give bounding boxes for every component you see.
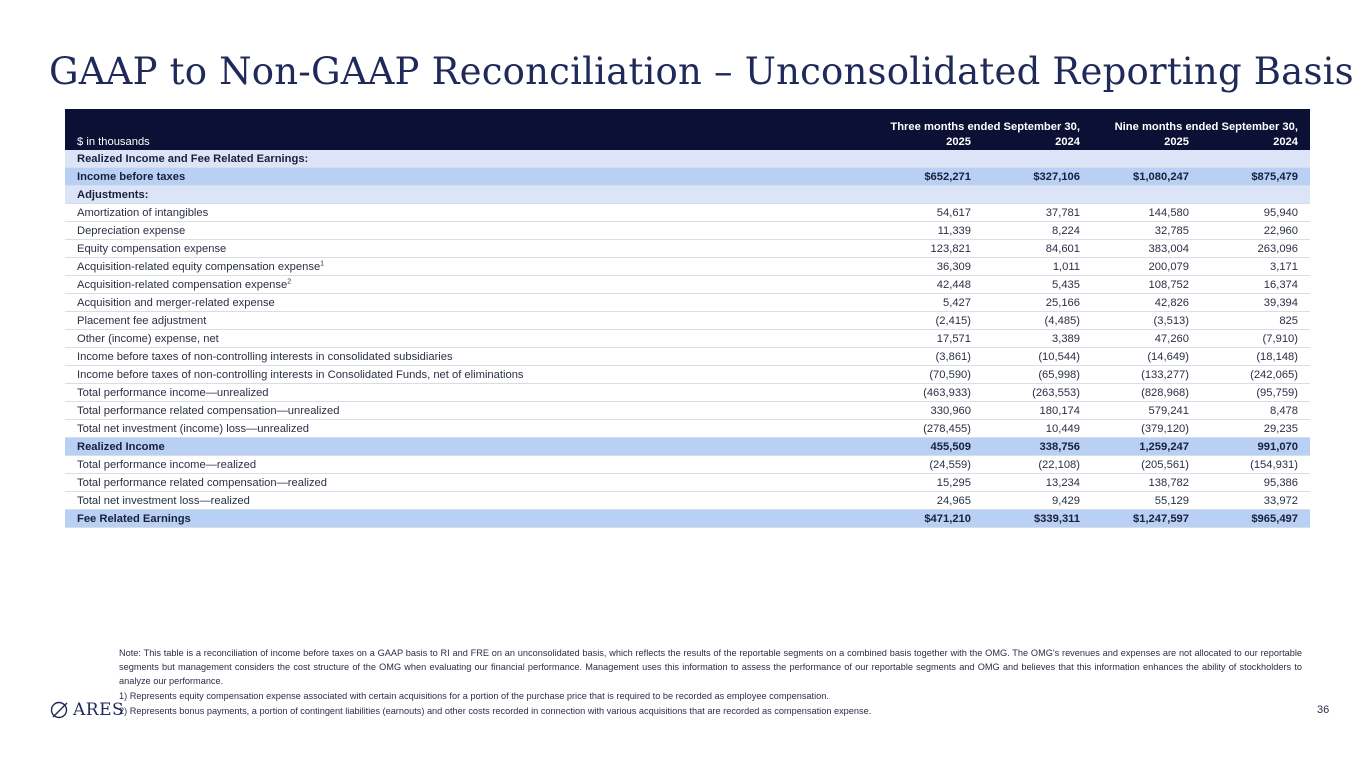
page-title: GAAP to Non-GAAP Reconciliation – Unconsolidated Reporting Basis [49, 50, 1354, 93]
row-label-text: Total performance income—unrealized [77, 386, 269, 399]
cell-value: 39,394 [1201, 294, 1310, 312]
cell-value: 36,309 [874, 258, 983, 276]
table-row [65, 168, 1310, 186]
cell-value: (7,910) [1201, 330, 1310, 348]
table-row [65, 510, 1310, 528]
row-label [65, 186, 874, 204]
table-row [65, 474, 1310, 492]
cell-value: 25,166 [983, 294, 1092, 312]
cell-value: (95,759) [1201, 384, 1310, 402]
row-label [65, 366, 874, 384]
cell-value: 33,972 [1201, 492, 1310, 510]
row-label [65, 492, 874, 510]
footnote-marker: 2 [287, 277, 292, 285]
cell-value: 455,509 [874, 438, 983, 456]
cell-value: 180,174 [983, 402, 1092, 420]
cell-value: (3,513) [1092, 312, 1201, 330]
cell-value: 54,617 [874, 204, 983, 222]
table-body [65, 150, 1310, 528]
cell-value: $1,080,247 [1092, 168, 1201, 186]
cell-value: (463,933) [874, 384, 983, 402]
cell-value: (65,998) [983, 366, 1092, 384]
cell-value: (70,590) [874, 366, 983, 384]
ares-mark-icon [50, 701, 70, 719]
cell-value: 123,821 [874, 240, 983, 258]
footnote-1: 1) Represents equity compensation expense associated with certain acquisitions for a portion of the purchase price that is required to be recorded as employee compensation. [119, 691, 829, 701]
row-label-text: Income before taxes [77, 170, 186, 183]
row-label [65, 312, 874, 330]
page-number: 36 [1317, 704, 1330, 716]
cell-value: 338,756 [983, 438, 1092, 456]
row-label-text: Realized Income [77, 440, 165, 453]
cell-value: (22,108) [983, 456, 1092, 474]
cell-value: 17,571 [874, 330, 983, 348]
row-label [65, 510, 874, 528]
cell-value [874, 150, 983, 168]
cell-value: 3,171 [1201, 258, 1310, 276]
table-row [65, 294, 1310, 312]
table-row [65, 186, 1310, 204]
row-label [65, 474, 874, 492]
row-label-text: Depreciation expense [77, 224, 186, 237]
cell-value: 3,389 [983, 330, 1092, 348]
cell-value: (18,148) [1201, 348, 1310, 366]
cell-value: (14,649) [1092, 348, 1201, 366]
table-row [65, 420, 1310, 438]
cell-value: $652,271 [874, 168, 983, 186]
cell-value [983, 186, 1092, 204]
year-header: 2024 [1201, 133, 1310, 150]
cell-value: (828,968) [1092, 384, 1201, 402]
row-label [65, 204, 874, 222]
cell-value: (24,559) [874, 456, 983, 474]
table-row [65, 456, 1310, 474]
cell-value: $471,210 [874, 510, 983, 528]
row-label-text: Acquisition and merger-related expense [77, 296, 275, 309]
cell-value: 330,960 [874, 402, 983, 420]
table-row [65, 222, 1310, 240]
cell-value: 37,781 [983, 204, 1092, 222]
row-label-text: Total performance income—realized [77, 458, 257, 471]
row-label [65, 438, 874, 456]
cell-value: (205,561) [1092, 456, 1201, 474]
row-label [65, 222, 874, 240]
cell-value: 200,079 [1092, 258, 1201, 276]
table-row [65, 438, 1310, 456]
row-label [65, 330, 874, 348]
row-label-text: Total net investment (income) loss—unrealized [77, 422, 309, 435]
cell-value: $327,106 [983, 168, 1092, 186]
cell-value: (133,277) [1092, 366, 1201, 384]
row-label-text: Acquisition-related compensation expense [77, 278, 288, 291]
cell-value: $1,247,597 [1092, 510, 1201, 528]
footnote-marker: 1 [320, 259, 325, 267]
cell-value: 138,782 [1092, 474, 1201, 492]
cell-value: (242,065) [1201, 366, 1310, 384]
row-label-text: Total performance related compensation—realized [77, 476, 327, 489]
cell-value [1092, 186, 1201, 204]
table-row [65, 492, 1310, 510]
row-label [65, 402, 874, 420]
year-header: 2024 [983, 133, 1092, 150]
footnote-2: 2) Represents bonus payments, a portion of contingent liabilities (earnouts) and other costs recorded in connection with various acquisitions that are recorded as compensation expense. [119, 706, 872, 716]
cell-value: 24,965 [874, 492, 983, 510]
cell-value: (4,485) [983, 312, 1092, 330]
row-label-text: Realized Income and Fee Related Earnings: [77, 152, 309, 165]
cell-value: 29,235 [1201, 420, 1310, 438]
row-label-text: Fee Related Earnings [77, 512, 191, 525]
cell-value: 10,449 [983, 420, 1092, 438]
cell-value: $965,497 [1201, 510, 1310, 528]
cell-value: 16,374 [1201, 276, 1310, 294]
year-header: 2025 [1092, 133, 1201, 150]
cell-value: 383,004 [1092, 240, 1201, 258]
row-label [65, 276, 874, 294]
table-note: Note: This table is a reconciliation of income before taxes on a GAAP basis to RI and FRE on an unconsolidated basis, which reflects the results of the reportable segments on a combined basis together with the OMG. The OMG's revenues and expenses are not allocated to our reportable segments but management considers the cost structure of the OMG when evaluating our financial performance. Management uses this information to assess the performance of our reportable segments and OMG and believes that this information enhances the ability of stockholders to analyze our performance. [119, 648, 1302, 686]
table-group-header-row [65, 109, 1310, 133]
unit-label: $ in thousands [65, 133, 874, 150]
cell-value: 991,070 [1201, 438, 1310, 456]
cell-value: (2,415) [874, 312, 983, 330]
table-row [65, 204, 1310, 222]
cell-value: 84,601 [983, 240, 1092, 258]
cell-value: 579,241 [1092, 402, 1201, 420]
row-label-text: Acquisition-related equity compensation expense [77, 260, 321, 273]
row-label-text: Total net investment loss—realized [77, 494, 250, 507]
cell-value: 11,339 [874, 222, 983, 240]
cell-value [1201, 150, 1310, 168]
cell-value: 8,224 [983, 222, 1092, 240]
table-row [65, 312, 1310, 330]
table-row [65, 348, 1310, 366]
table-row [65, 330, 1310, 348]
row-label [65, 150, 874, 168]
ares-logo [50, 700, 124, 720]
row-label [65, 348, 874, 366]
cell-value: 108,752 [1092, 276, 1201, 294]
cell-value: 144,580 [1092, 204, 1201, 222]
cell-value: (154,931) [1201, 456, 1310, 474]
reconciliation-table [65, 109, 1310, 528]
cell-value: 825 [1201, 312, 1310, 330]
row-label [65, 240, 874, 258]
cell-value: (278,455) [874, 420, 983, 438]
cell-value: 55,129 [1092, 492, 1201, 510]
cell-value [1092, 150, 1201, 168]
cell-value: 22,960 [1201, 222, 1310, 240]
table-row [65, 276, 1310, 294]
group-header-nine-months: Nine months ended September 30, [1092, 109, 1310, 133]
cell-value: 1,011 [983, 258, 1092, 276]
table-year-header-row [65, 133, 1310, 150]
row-label-text: Other (income) expense, net [77, 332, 219, 345]
row-label [65, 258, 874, 276]
cell-value: $339,311 [983, 510, 1092, 528]
cell-value: 95,386 [1201, 474, 1310, 492]
table-row [65, 366, 1310, 384]
cell-value: 9,429 [983, 492, 1092, 510]
table-row [65, 240, 1310, 258]
cell-value: 8,478 [1201, 402, 1310, 420]
row-label-text: Income before taxes of non-controlling interests in Consolidated Funds, net of eliminations [77, 368, 524, 381]
cell-value: 263,096 [1201, 240, 1310, 258]
row-label-text: Adjustments: [77, 188, 149, 201]
cell-value: 47,260 [1092, 330, 1201, 348]
row-label-text: Total performance related compensation—unrealized [77, 404, 340, 417]
table-row [65, 384, 1310, 402]
cell-value: (379,120) [1092, 420, 1201, 438]
cell-value: 42,826 [1092, 294, 1201, 312]
cell-value: 5,427 [874, 294, 983, 312]
table-row [65, 402, 1310, 420]
row-label [65, 420, 874, 438]
cell-value: 5,435 [983, 276, 1092, 294]
cell-value: 95,940 [1201, 204, 1310, 222]
row-label [65, 384, 874, 402]
cell-value: (3,861) [874, 348, 983, 366]
cell-value: 15,295 [874, 474, 983, 492]
cell-value: (10,544) [983, 348, 1092, 366]
cell-value: $875,479 [1201, 168, 1310, 186]
cell-value: (263,553) [983, 384, 1092, 402]
row-label [65, 168, 874, 186]
cell-value [1201, 186, 1310, 204]
table-row [65, 258, 1310, 276]
year-header: 2025 [874, 133, 983, 150]
row-label-text: Equity compensation expense [77, 242, 227, 255]
cell-value: 13,234 [983, 474, 1092, 492]
row-label [65, 456, 874, 474]
logo-text: ARES [73, 700, 125, 720]
cell-value: 1,259,247 [1092, 438, 1201, 456]
row-label-text: Placement fee adjustment [77, 314, 207, 327]
table-row [65, 150, 1310, 168]
cell-value [874, 186, 983, 204]
cell-value: 32,785 [1092, 222, 1201, 240]
row-label-text: Amortization of intangibles [77, 206, 209, 219]
cell-value: 42,448 [874, 276, 983, 294]
group-header-three-months: Three months ended September 30, [874, 109, 1092, 133]
cell-value [983, 150, 1092, 168]
row-label [65, 294, 874, 312]
row-label-text: Income before taxes of non-controlling interests in consolidated subsidiaries [77, 350, 453, 363]
